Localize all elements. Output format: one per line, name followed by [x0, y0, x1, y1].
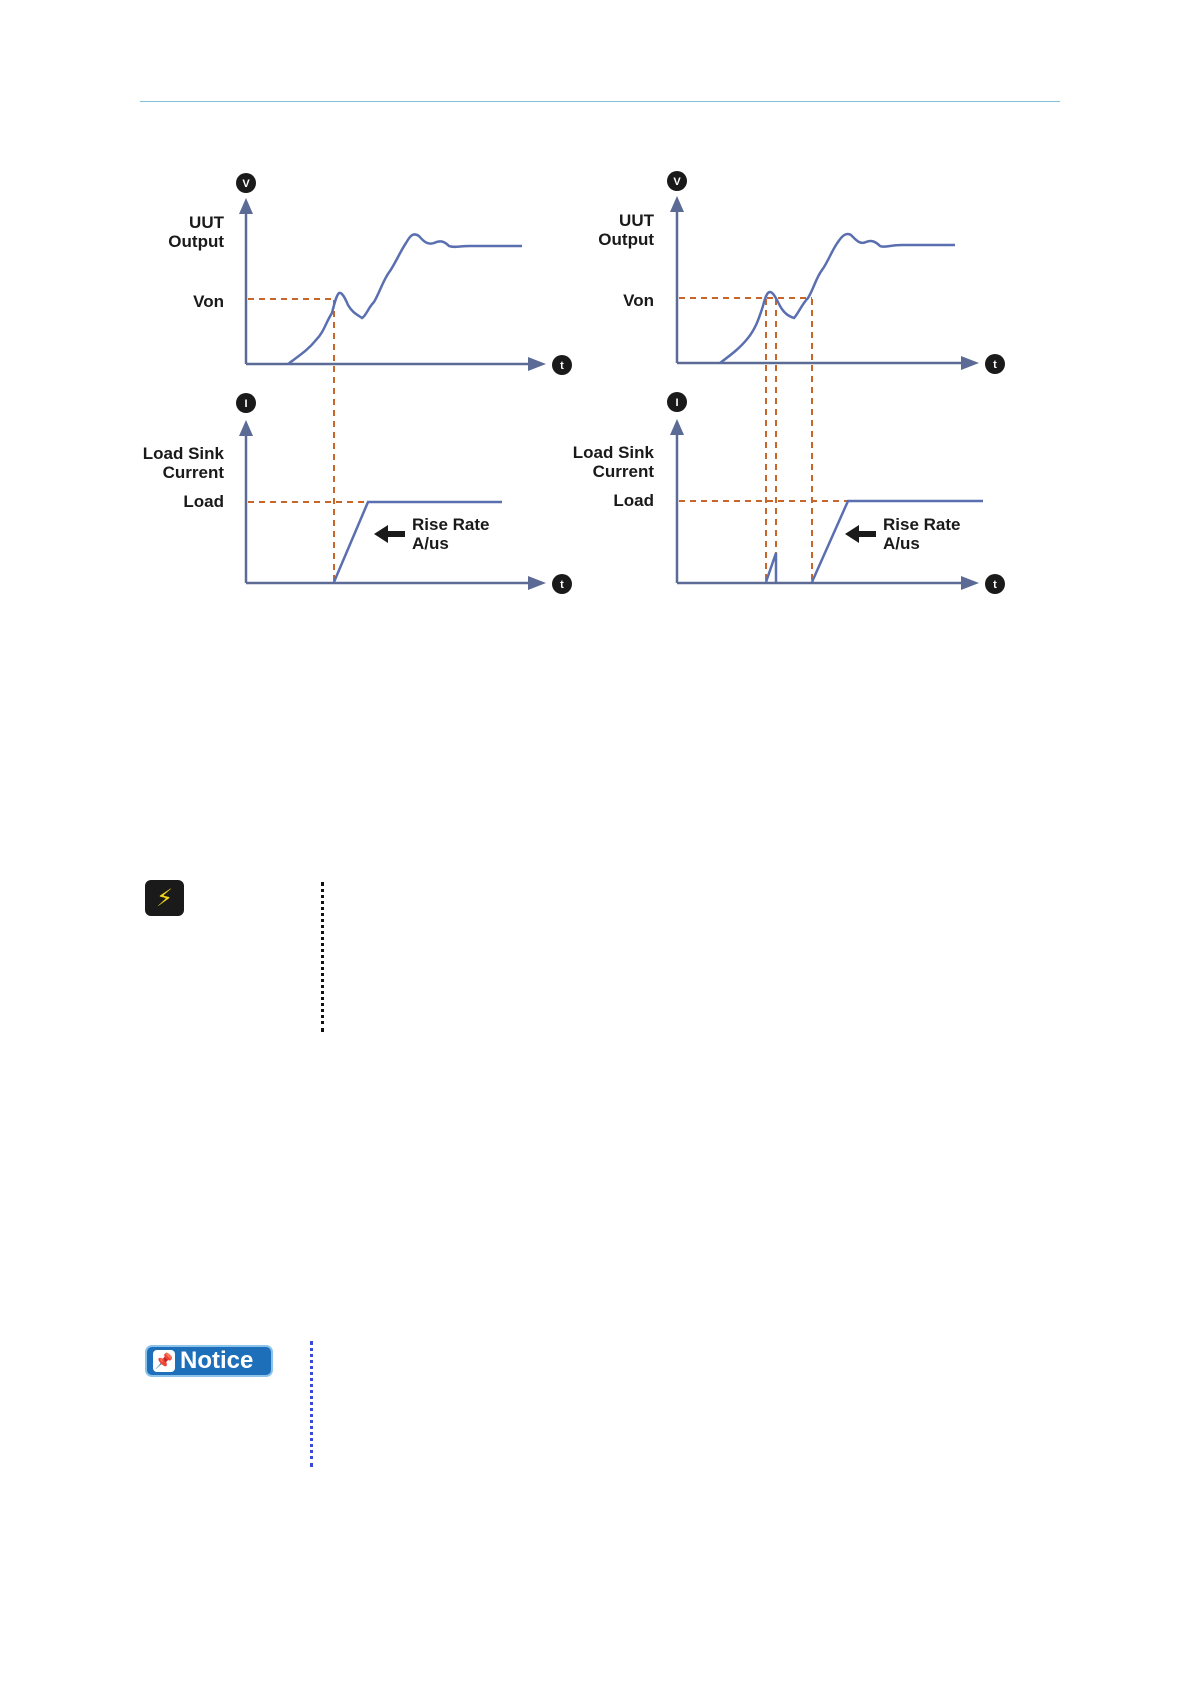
right-diagram [573, 171, 1005, 594]
right-load-label: Load [613, 491, 654, 510]
left-rise-arrow [374, 525, 405, 543]
left-voltage-y-arrow [239, 198, 253, 214]
right-current-badge-text: I [675, 397, 679, 409]
right-current-x-arrow [961, 576, 979, 590]
left-current-label-line1: Load Sink [142, 444, 224, 463]
von-timing-figure [0, 0, 1191, 640]
left-current-label-line2: Current [162, 463, 224, 482]
lightning-glyph: ⚡ [156, 884, 173, 912]
left-voltage-label-line1: UUT [189, 213, 224, 232]
left-load-label: Load [183, 492, 224, 511]
left-voltage-x-arrow [528, 357, 546, 371]
notice-label: Notice [180, 1347, 254, 1374]
right-von-label: Von [623, 291, 654, 310]
right-current-label-line2: Current [592, 462, 654, 481]
notice-divider [310, 1341, 313, 1467]
lightning-icon [145, 880, 184, 916]
left-time-badge-bottom-text: t [560, 579, 564, 591]
right-rise-label-line1: Rise Rate [883, 515, 961, 534]
pin-icon: 📌 [154, 1352, 174, 1370]
left-voltage-badge-text: V [242, 178, 250, 190]
notice-badge [145, 1345, 273, 1377]
warning-divider [321, 882, 324, 1032]
right-time-badge-top-text: t [993, 359, 997, 371]
left-time-badge-top-text: t [560, 360, 564, 372]
right-voltage-x-arrow [961, 356, 979, 370]
right-current-y-arrow [670, 419, 684, 435]
left-current-badge-text: I [244, 398, 248, 410]
left-rise-label-line1: Rise Rate [412, 515, 490, 534]
right-current-label-line1: Load Sink [572, 443, 654, 462]
right-voltage-trace [720, 234, 955, 363]
left-current-x-arrow [528, 576, 546, 590]
right-voltage-label-line1: UUT [619, 211, 654, 230]
right-current-spike [766, 553, 776, 582]
left-voltage-label-line2: Output [168, 232, 224, 251]
right-voltage-y-arrow [670, 196, 684, 212]
right-rise-label-line2: A/us [883, 534, 920, 553]
left-current-y-arrow [239, 420, 253, 436]
left-diagram [143, 173, 572, 594]
left-voltage-trace [288, 234, 522, 364]
right-time-badge-bottom-text: t [993, 579, 997, 591]
left-von-label: Von [193, 292, 224, 311]
right-voltage-badge-text: V [673, 176, 681, 188]
right-voltage-label-line2: Output [598, 230, 654, 249]
right-rise-arrow [845, 525, 876, 543]
left-rise-label-line2: A/us [412, 534, 449, 553]
